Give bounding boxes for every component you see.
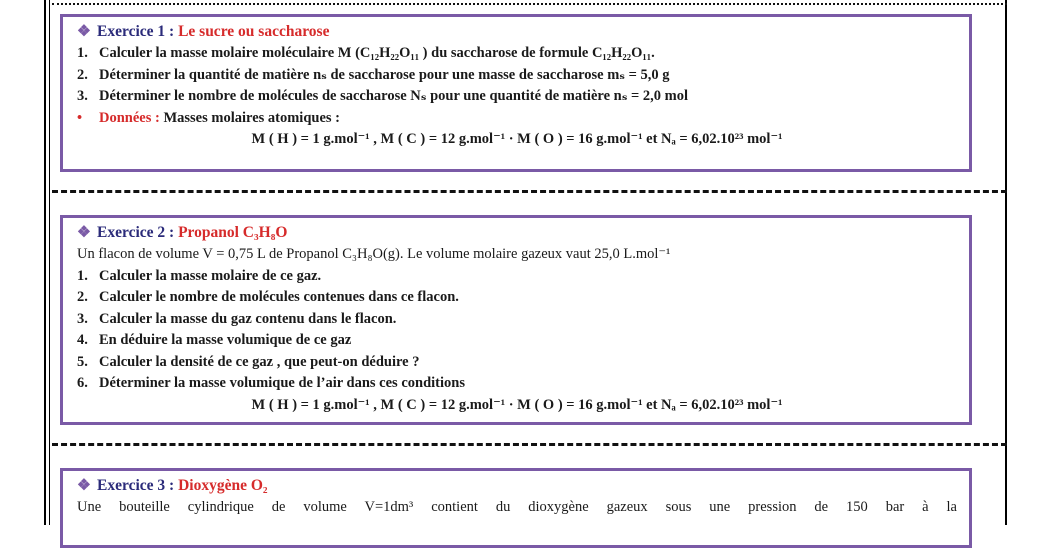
question-1: 1. Calculer la masse molaire moléculaire M (C₁₂H₂₂O₁₁ ) du saccharose de formule C₁₂H₂₂O₁₁. (77, 45, 655, 61)
page-border-right (1005, 0, 1007, 525)
question-4: 4. En déduire la masse volumique de ce gaz (77, 332, 352, 348)
exercise-2-box (60, 215, 972, 425)
molar-masses-2: M ( H ) = 1 g.mol⁻¹ , M ( C ) = 12 g.mol⁻¹ · M ( O ) = 16 g.mol⁻¹ et Nₐ = 6,02.10²³ mol⁻¹ (251, 396, 783, 413)
diamond-bullet-icon: ❖ (77, 477, 91, 494)
top-separator (52, 3, 1007, 5)
diamond-bullet-icon: ❖ (77, 23, 91, 40)
page-border-left-inner (49, 0, 50, 525)
question-5: 5. Calculer la densité de ce gaz , que peut-on déduire ? (77, 353, 420, 370)
separator-2 (52, 443, 1007, 446)
exercise-3-title: ❖ Exercice 3 : Dioxygène O₂ (77, 475, 957, 497)
exercise-2-title: ❖ Exercice 2 : Propanol C₃H₈O (77, 222, 957, 244)
exercise-3-name: Dioxygène O₂ (178, 477, 268, 494)
bullet-icon: • (77, 109, 83, 126)
page-border-left (44, 0, 46, 525)
donnees-line: • Données : Masses molaires atomiques : (77, 108, 957, 130)
separator-1 (52, 190, 1007, 193)
exercise-1-title: ❖ Exercice 1 : Le sucre ou saccharose (77, 21, 957, 43)
question-2: 2. Calculer le nombre de molécules contenues dans ce flacon. (77, 289, 459, 305)
exercise-1-name: Le sucre ou saccharose (178, 23, 330, 40)
question-6: 6. Déterminer la masse volumique de l’air dans ces conditions (77, 375, 465, 391)
diamond-bullet-icon: ❖ (77, 224, 91, 241)
exercise-3-intro: Une bouteille cylindrique de volume V=1dm³ contient du dioxygène gazeux sous une pression de 150 bar à la (77, 499, 957, 515)
question-3: 3. Calculer la masse du gaz contenu dans le flacon. (77, 310, 397, 327)
molar-masses-1: M ( H ) = 1 g.mol⁻¹ , M ( C ) = 12 g.mol⁻¹ · M ( O ) = 16 g.mol⁻¹ et Nₐ = 6,02.10²³ mol⁻¹ (251, 131, 783, 147)
exercise-3-box (60, 468, 972, 548)
exercise-1-box (60, 14, 972, 172)
question-2: 2. Déterminer la quantité de matière nₛ de saccharose pour une masse de saccharose mₛ = 5,0 g (77, 66, 670, 83)
question-1: 1. Calculer la masse molaire de ce gaz. (77, 267, 322, 284)
exercise-2-intro: Un flacon de volume V = 0,75 L de Propanol C₃H₈O(g). Le volume molaire gazeux vaut 25,0 L.mol⁻¹ (77, 246, 671, 262)
question-3: 3. Déterminer le nombre de molécules de saccharose Nₛ pour une quantité de matière nₛ = 2,0 mol (77, 88, 689, 104)
exercise-2-name: Propanol C₃H₈O (178, 224, 288, 241)
